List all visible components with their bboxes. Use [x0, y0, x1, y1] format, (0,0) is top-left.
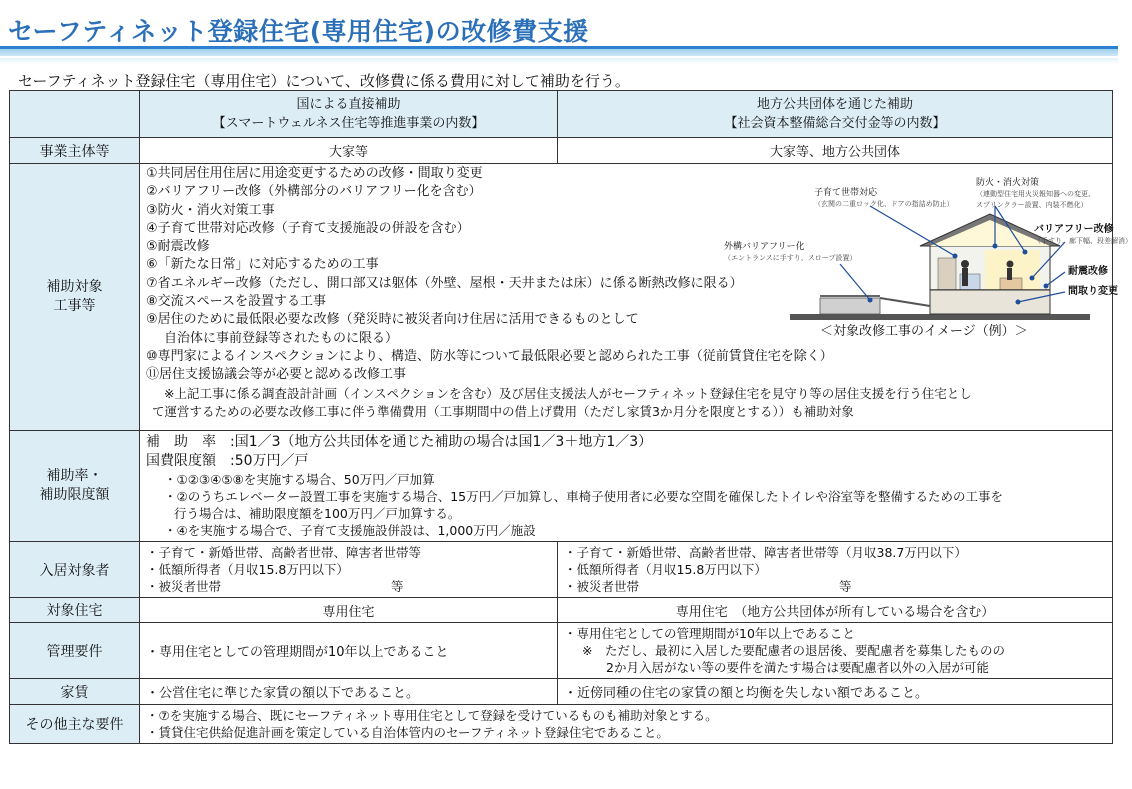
work-item: ⑤耐震改修	[146, 239, 210, 255]
operator-national: 大家等	[140, 138, 558, 164]
row-other	[10, 705, 1113, 744]
row-tenants	[10, 542, 1113, 598]
addition-line: ・④を実施する場合で、子育て支援施設併設は、1,000万円／施設	[164, 523, 536, 538]
tag-layout: 間取り変更	[1068, 286, 1118, 297]
row-rent	[10, 679, 1113, 705]
title-underline-fade	[0, 58, 1118, 64]
housing-local: 専用住宅 （地方公共団体が所有している場合を含む）	[558, 598, 1113, 623]
header-local: 地方公共団体を通じた補助 【社会資本整備総合交付金等の内数】	[558, 91, 1113, 138]
work-item: ②バリアフリー改修（外構部分のバリアフリー化を含む）	[146, 184, 482, 200]
tag-child: 子育て世帯対応 （玄関の二重ロック化、ドアの指詰め防止）	[814, 188, 954, 208]
work-item: ⑦省エネルギー改修（ただし、開口部又は躯体（外壁、屋根・天井または床）に係る断熱改修に限る）	[146, 275, 743, 291]
work-item: ④子育て世帯対応改修（子育て支援施設の併設を含む）	[146, 220, 470, 236]
label-works: 補助対象 工事等	[10, 164, 140, 431]
work-item: ⑧交流スペースを設置する工事	[146, 294, 327, 310]
works-note-cont: て運営するための必要な改修工事に伴う準備費用（工事期間中の借上げ費用（ただし家賃3か月分を限度とする））も補助対象	[152, 403, 854, 419]
limit-line: 国費限度額 :50万円／戸	[146, 453, 309, 469]
tag-barrier: バリアフリー改修 （手すり、廊下幅、段差解消）	[1034, 224, 1132, 245]
row-operator	[10, 138, 1113, 164]
row-management	[10, 623, 1113, 679]
label-tenants: 入居対象者	[10, 542, 140, 598]
header-row	[10, 91, 1113, 138]
rate-line: 補 助 率 :国1／3（地方公共団体を通じた補助の場合は国1／3＋地方1／3）	[146, 434, 653, 450]
header-national: 国による直接補助 【スマートウェルネス住宅等推進事業の内数】	[140, 91, 558, 138]
work-item: ⑥「新たな日常」に対応するための工事	[146, 257, 379, 273]
house-cross-section-icon	[780, 186, 1100, 366]
title-underline	[0, 46, 1118, 56]
intro-text: セーフティネット登録住宅（専用住宅）について、改修費に係る費用に対して補助を行う。	[18, 72, 630, 90]
works-cell	[140, 164, 1132, 431]
works-note: ※上記工事に係る調査設計計画（インスペクションを含む）及び居住支援法人がセーフティネット登録住宅を見守り等の居住支援を行う住宅とし	[164, 385, 972, 401]
addition-line: ・②のうちエレベーター設置工事を実施する場合、15万円／戸加算し、車椅子使用者に必要な空間を確保したトイレや浴室等を整備するための工事を	[164, 489, 1003, 504]
page-title: セーフティネット登録住宅(専用住宅)の改修費支援	[8, 17, 589, 46]
renovation-illustration	[724, 178, 1132, 366]
header-corner	[10, 91, 140, 138]
housing-national: 専用住宅	[140, 598, 558, 623]
rate-cell	[140, 431, 1113, 542]
work-item: ⑪居住支援協議会等が必要と認める改修工事	[146, 367, 407, 383]
label-rent: 家賃	[10, 679, 140, 705]
work-item-continued: 自治体に事前登録等されたものに限る）	[164, 330, 399, 346]
management-local: ・専用住宅としての管理期間が10年以上であること ※ ただし、最初に入居した要配慮者の退居後、要配慮者を募集したものの 2か月入居がない等の要件を満たす場合は要配慮者以外の入居が可能	[558, 623, 1113, 679]
label-housing: 対象住宅	[10, 598, 140, 623]
addition-line: ・①②③④⑤⑧を実施する場合、50万円／戸加算	[164, 472, 435, 487]
tag-seismic: 耐震改修	[1068, 266, 1108, 277]
tag-exterior: 外構バリアフリー化 （エントランスに手すり、スロープ設置）	[724, 242, 857, 262]
rent-local: ・近傍同種の住宅の家賃の額と均衡を失しない額であること。	[558, 679, 1113, 705]
other-cell: ・⑦を実施する場合、既にセーフティネット専用住宅として登録を受けているものも補助対象とする。 ・賃貸住宅供給促進計画を策定している自治体管内のセーフティネット登録住宅であること。	[140, 705, 1113, 744]
management-national: ・専用住宅としての管理期間が10年以上であること	[140, 623, 558, 679]
rent-national: ・公営住宅に準じた家賃の額以下であること。	[140, 679, 558, 705]
label-rate: 補助率・ 補助限度額	[10, 431, 140, 542]
row-housing	[10, 598, 1113, 623]
work-item: ③防火・消火対策工事	[146, 202, 275, 218]
label-management: 管理要件	[10, 623, 140, 679]
tenants-national: ・子育て・新婚世帯、高齢者世帯、障害者世帯等 ・低額所得者（月収15.8万円以下） ・被災者世帯 等	[140, 542, 558, 598]
label-other: その他主な要件	[10, 705, 140, 744]
row-works	[10, 164, 1113, 431]
subsidy-table	[9, 90, 1132, 744]
label-operator: 事業主体等	[10, 138, 140, 164]
illustration-caption: ＜対象改修工事のイメージ（例）＞	[820, 324, 1028, 339]
addition-line-cont: 行う場合は、補助限度額を100万円／戸加算する。	[174, 506, 461, 521]
tenants-local: ・子育て・新婚世帯、高齢者世帯、障害者世帯等（月収38.7万円以下） ・低額所得者（月収15.8万円以下） ・被災者世帯 等	[558, 542, 1113, 598]
work-item: ⑨居住のために最低限必要な改修（発災時に被災者向け住居に活用できるものとして	[146, 312, 639, 328]
work-item: ⑩専門家によるインスペクションにより、構造、防水等について最低限必要と認められた工事（従前賃貸住宅を除く）	[146, 348, 833, 364]
work-item: ①共同居住用住居に用途変更するための改修・間取り変更	[146, 166, 483, 181]
operator-local: 大家等、地方公共団体	[558, 138, 1113, 164]
tag-fire: 防火・消火対策 （連動型住宅用火災報知器への変更、 スプリンクラー設置、内装不燃化）	[976, 178, 1095, 209]
row-rate	[10, 431, 1113, 542]
